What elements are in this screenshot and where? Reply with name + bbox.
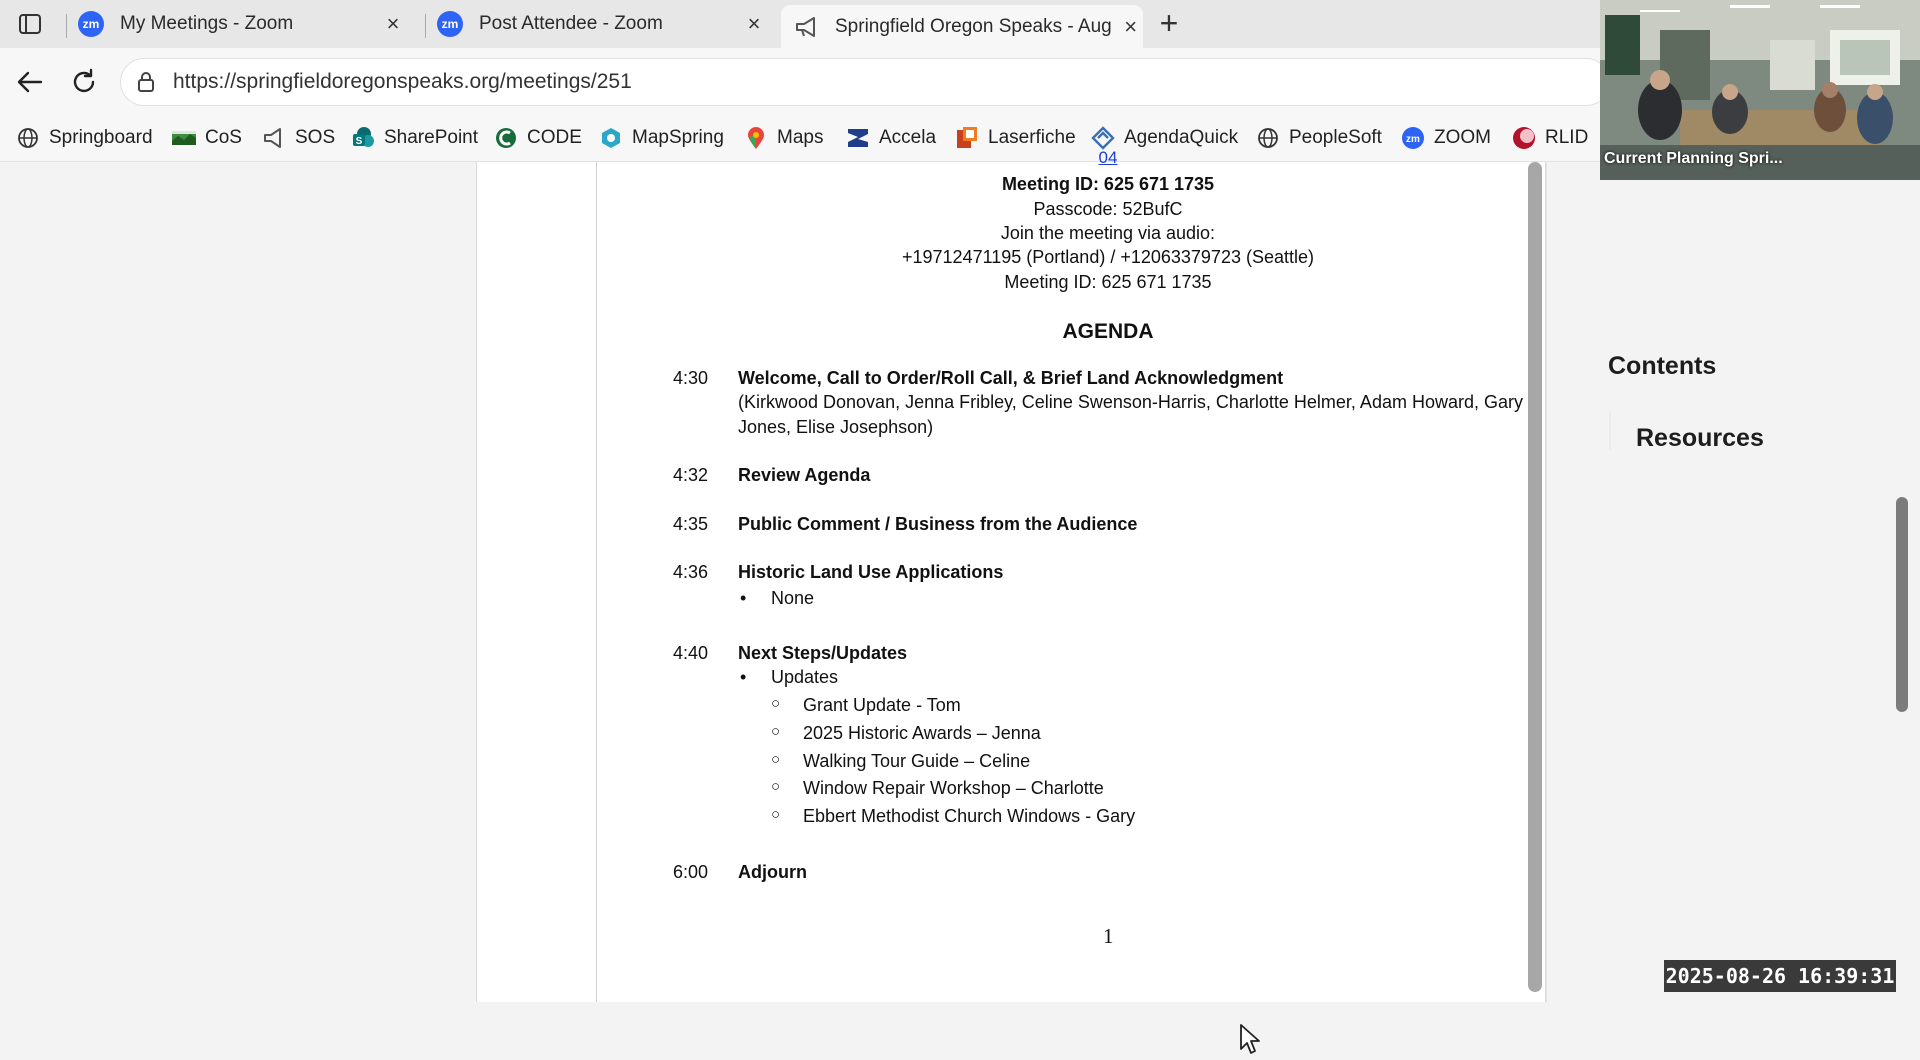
agenda-subitem: Window Repair Workshop – Charlotte	[803, 778, 1104, 798]
zoom-icon	[1401, 126, 1425, 150]
bookmark-label: RLID	[1545, 127, 1589, 148]
agenda-time: 4:32	[673, 465, 709, 485]
close-icon[interactable]: ×	[1124, 13, 1138, 39]
bookmark-label: SOS	[295, 127, 336, 148]
bookmark-mapspring[interactable]	[599, 120, 724, 156]
meeting-id: Meeting ID: 625 671 1735	[1004, 272, 1212, 292]
bookmark-label: CODE	[527, 127, 582, 148]
map-pin-icon	[744, 126, 768, 150]
bookmark-label: Springboard	[49, 127, 153, 148]
document-scrollbar[interactable]	[1528, 162, 1542, 992]
tab-title: Springfield Oregon Speaks - Aug	[835, 15, 1112, 37]
agenda-item-detail: (Kirkwood Donovan, Jenna Fribley, Celine Swenson-Harris, Charlotte Helmer, Adam Howard, Gary	[738, 392, 1523, 412]
agenda-time: 4:35	[673, 514, 709, 534]
agenda-time: 4:36	[673, 562, 709, 582]
agenda-time: 6:00	[673, 862, 709, 882]
laserfiche-icon	[955, 126, 979, 150]
agenda-bullet-text: Updates	[771, 667, 839, 687]
agenda-item-detail: Jones, Elise Josephson)	[738, 417, 934, 437]
agenda-subitem: Walking Tour Guide – Celine	[803, 751, 1031, 771]
agenda-subitem: Ebbert Methodist Church Windows - Gary	[803, 806, 1136, 826]
cos-logo-icon	[172, 126, 196, 150]
join-audio: Join the meeting via audio:	[1000, 223, 1216, 243]
recording-timestamp: 2025-08-26 16:39:31	[1664, 960, 1896, 992]
page-scrollbar-thumb[interactable]	[1896, 497, 1908, 712]
page-number: 1	[1103, 924, 1114, 948]
zoom-icon: zm	[78, 11, 104, 37]
circle-bullet-icon: ○	[771, 751, 781, 768]
video-participant-label: Current Planning Spri...	[1604, 150, 1783, 167]
mouse-cursor-icon	[1239, 1023, 1261, 1060]
bookmark-zoom[interactable]	[1401, 120, 1491, 156]
agenda-item-title: Review Agenda	[738, 465, 871, 485]
agenda-time: 4:30	[673, 368, 709, 388]
bullet-icon: •	[740, 588, 747, 608]
close-icon[interactable]: ×	[386, 11, 400, 36]
bookmark-cos[interactable]	[172, 120, 242, 156]
svg-text:zm: zm	[1406, 134, 1420, 145]
meeting-id-bold: Meeting ID: 625 671 1735	[1001, 174, 1215, 194]
passcode: Passcode: 52BufC	[1033, 199, 1183, 219]
address-bar[interactable]	[120, 58, 1610, 106]
bookmark-label: CoS	[205, 127, 242, 148]
bookmark-label: SharePoint	[384, 127, 479, 148]
bookmark-label: Maps	[777, 127, 824, 148]
tab-springfield-oregon-speaks[interactable]	[781, 5, 1143, 48]
svg-text:S: S	[355, 136, 363, 147]
mapspring-icon	[599, 126, 623, 150]
megaphone-icon	[262, 126, 286, 150]
rlid-icon	[1512, 126, 1536, 150]
zoom-icon: zm	[437, 11, 463, 37]
agenda-subitem: Grant Update - Tom	[803, 695, 961, 715]
meeting-link[interactable]: 04	[1098, 148, 1118, 167]
bookmark-rlid[interactable]	[1512, 120, 1588, 156]
tab-title: My Meetings - Zoom	[120, 13, 294, 34]
agenda-item-title: Welcome, Call to Order/Roll Call, & Brief Land Acknowledgment	[738, 368, 1284, 388]
agendaquick-icon	[1091, 126, 1115, 150]
megaphone-icon	[793, 14, 821, 40]
lock-icon[interactable]	[135, 70, 157, 94]
toc-indicator	[1609, 412, 1611, 450]
url-text: https://springfieldoregonspeaks.org/meetings/251	[173, 70, 632, 93]
code-icon	[494, 126, 518, 150]
bookmark-label: MapSpring	[632, 127, 724, 148]
circle-bullet-icon: ○	[771, 695, 781, 712]
circle-bullet-icon: ○	[771, 723, 781, 740]
bookmark-label: AgendaQuick	[1124, 127, 1239, 148]
phone-numbers: +19712471195 (Portland) / +12063379723 (Seattle)	[902, 247, 1314, 267]
bullet-icon: •	[740, 667, 747, 687]
agenda-subitem: 2025 Historic Awards – Jenna	[803, 723, 1041, 743]
circle-bullet-icon: ○	[771, 806, 781, 823]
accela-icon	[846, 126, 870, 150]
new-tab-button[interactable]: +	[1159, 4, 1179, 41]
globe-icon	[1256, 126, 1280, 150]
bookmark-springboard[interactable]	[16, 120, 153, 156]
tab-title: Post Attendee - Zoom	[479, 13, 663, 34]
circle-bullet-icon: ○	[771, 778, 781, 795]
bookmark-label: Accela	[879, 127, 937, 148]
bookmark-label: ZOOM	[1434, 127, 1491, 148]
back-button[interactable]	[14, 66, 46, 98]
sharepoint-icon	[351, 126, 375, 150]
globe-icon	[16, 126, 40, 150]
agenda-item-title: Next Steps/Updates	[738, 643, 908, 663]
bookmark-label: Laserfiche	[988, 127, 1076, 148]
toc-item-resources[interactable]: Resources	[1636, 424, 1764, 452]
agenda-heading: AGENDA	[1062, 320, 1154, 343]
refresh-button[interactable]	[68, 66, 100, 98]
tab-post-attendee[interactable]	[425, 5, 777, 43]
bookmark-label: PeopleSoft	[1289, 127, 1382, 148]
contents-title: Contents	[1608, 352, 1717, 380]
agenda-bullet-text: None	[771, 588, 815, 608]
bookmark-code[interactable]	[494, 120, 582, 156]
agenda-item-title: Public Comment / Business from the Audience	[738, 514, 1138, 534]
agenda-item-title: Historic Land Use Applications	[738, 562, 1004, 582]
tab-my-meetings[interactable]	[66, 5, 416, 43]
sidebar-divider	[1546, 162, 1547, 1002]
agenda-item-title: Adjourn	[738, 862, 807, 882]
bookmark-sharepoint[interactable]	[351, 120, 478, 156]
tab-actions-icon[interactable]	[16, 10, 44, 38]
agenda-time: 4:40	[673, 643, 709, 663]
bookmark-sos[interactable]	[262, 120, 335, 156]
close-icon[interactable]: ×	[747, 11, 761, 36]
